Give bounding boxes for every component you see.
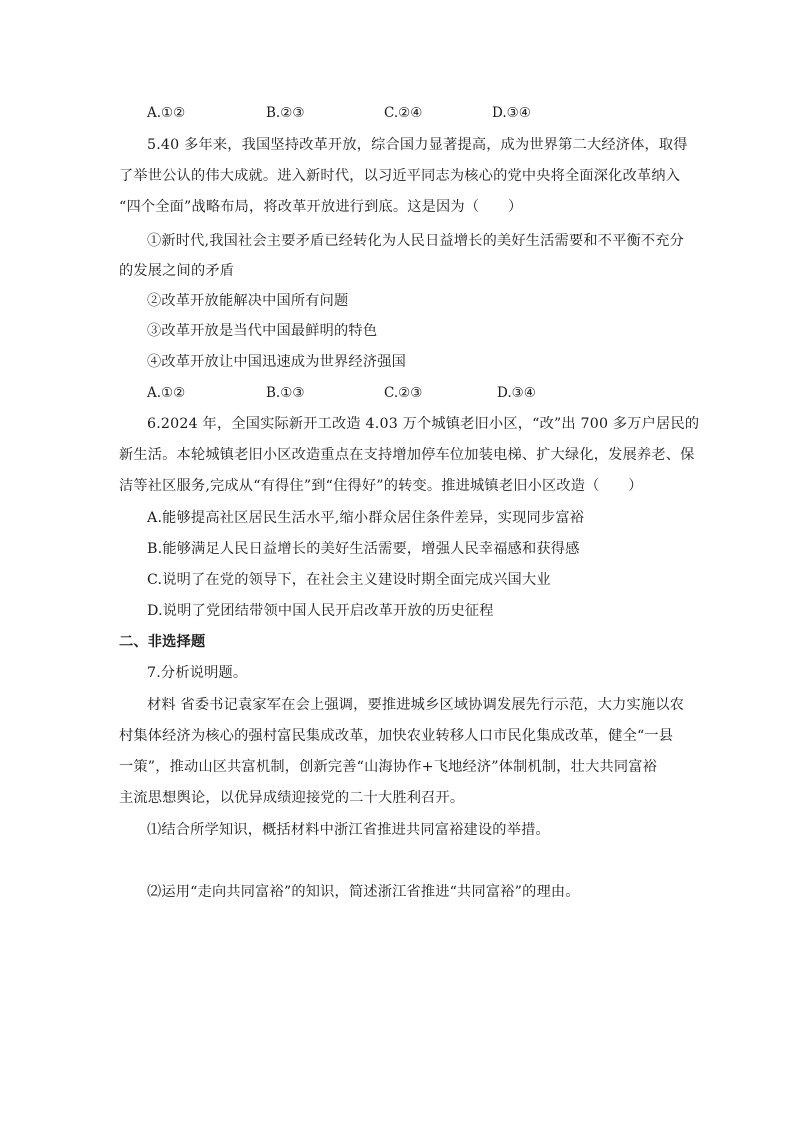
sub-question-1: ⑴结合所学知识，概括材料中浙江省推进共同富裕建设的举措。: [147, 822, 550, 838]
sub-question-2: ⑵运用“走向共同富裕”的知识，简述浙江省推进“共同富裕”的理由。: [147, 884, 580, 900]
q6-option-d: D.说明了党团结带领中国人民开启改革开放的历史征程: [147, 603, 494, 619]
q5-option-d: D.③④: [497, 385, 536, 401]
q4-option-b: B.②③: [266, 105, 305, 121]
q5-item-2: ②改革开放能解决中国所有问题: [147, 293, 349, 309]
q5-item-1-cont: 的发展之间的矛盾: [119, 263, 235, 279]
q4-option-a: A.①②: [147, 105, 186, 121]
q7-title: 7.分析说明题。: [147, 665, 248, 681]
q6-stem-line-2: 新生活。本轮城镇老旧小区改造重点在支持增加停车位加装电梯、扩大绿化，发展养老、保: [119, 447, 695, 463]
material-line-2: 村集体经济为核心的强村富民集成改革，加快农业转移人口市民化集成改革，健全“一县: [119, 728, 674, 744]
material-line-1: 材料 省委书记袁家军在会上强调，要推进城乡区域协调发展先行示范，大力实施以农: [147, 697, 685, 713]
q6-stem-line-3: 洁等社区服务,完成从“有得住”到“住得好”的转变。推进城镇老旧小区改造（ ）: [119, 478, 643, 494]
q6-option-a: A.能够提高社区居民生活水平,缩小群众居住条件差异，实现同步富裕: [147, 510, 585, 526]
q5-stem-line-3: “四个全面”战略布局，将改革开放进行到底。这是因为（ ）: [119, 199, 523, 215]
material-line-3: 一策”，推动山区共富机制，创新完善“山海协作+飞地经济”体制机制，壮大共同富裕: [119, 759, 658, 775]
q5-item-3: ③改革开放是当代中国最鲜明的特色: [147, 323, 378, 339]
q6-option-b: B.能够满足人民日益增长的美好生活需要，增强人民幸福感和获得感: [147, 541, 580, 557]
material-line-4: 主流思想舆论，以优异成绩迎接党的二十大胜利召开。: [119, 790, 465, 806]
q5-item-1: ①新时代,我国社会主要矛盾已经转化为人民日益增长的美好生活需要和不平衡不充分: [147, 233, 685, 249]
q5-option-c: C.②③: [384, 385, 423, 401]
q4-option-c: C.②④: [384, 105, 423, 121]
q6-stem-line-1: 6.2024 年，全国实际新开工改造 4.03 万个城镇老旧小区，“改”出 700 多万户居民的: [147, 416, 700, 432]
q4-option-d: D.③④: [492, 105, 531, 121]
q5-stem-line-2: 了举世公认的伟大成就。进入新时代，以习近平同志为核心的党中央将全面深化改革纳入: [119, 168, 681, 184]
section-heading: 二、非选择题: [119, 634, 206, 650]
q5-stem-line-1: 5.40 多年来，我国坚持改革开放，综合国力显著提高，成为世界第二大经济体，取得: [147, 137, 688, 153]
q5-option-a: A.①②: [147, 385, 186, 401]
q5-item-4: ④改革开放让中国迅速成为世界经济强国: [147, 354, 406, 370]
q6-option-c: C.说明了在党的领导下，在社会主义建设时期全面完成兴国大业: [147, 572, 551, 588]
q5-option-b: B.①③: [266, 385, 305, 401]
